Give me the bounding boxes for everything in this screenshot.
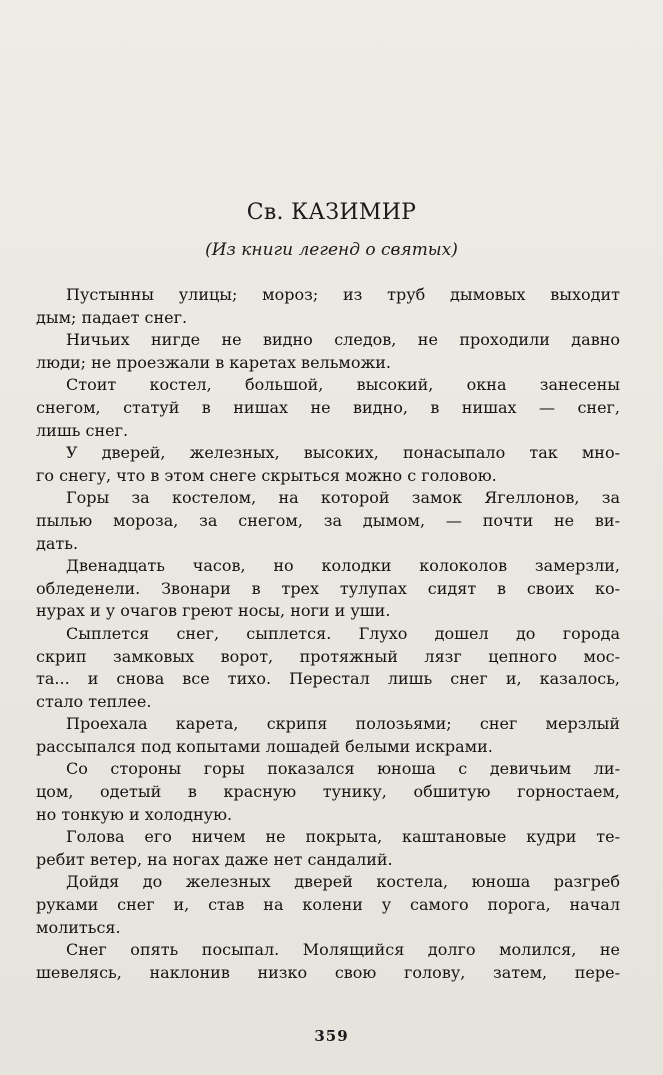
text-line: пылью мороза, за снегом, за дымом, — почти не ви- (36, 510, 620, 530)
text-line: Стоит костел, большой, высокий, окна занесены (66, 375, 620, 395)
text-line: молиться. (36, 917, 121, 937)
text-line: цом, одетый в красную тунику, обшитую горностаем, (36, 782, 620, 802)
text-line: шевелясь, наклонив низко свою голову, затем, пере- (36, 962, 620, 982)
text-line: ребит ветер, на ногах даже нет сандалий. (36, 849, 393, 869)
text-line: люди; не проезжали в каретах вельможи. (36, 352, 391, 372)
text-line: стало теплее. (36, 691, 152, 711)
text-line: Голова его ничем не покрыта, каштановые кудри те- (66, 827, 620, 847)
text-line: Дойдя до железных дверей костела, юноша разгреб (66, 872, 620, 892)
text-line: Ничьих нигде не видно следов, не проходили давно (66, 330, 620, 350)
text-line: дать. (36, 533, 79, 553)
text-line: но тонкую и холодную. (36, 804, 233, 824)
text-line: Горы за костелом, на которой замок Ягеллонов, за (66, 488, 620, 508)
page-number: 359 (314, 1027, 349, 1045)
story-title: Св. КАЗИМИР (246, 200, 417, 225)
text-line: го снегу, что в этом снеге скрыться можно с головою. (36, 465, 497, 485)
text-line: Пустынны улицы; мороз; из труб дымовых выходит (66, 285, 620, 304)
text-line: Сыплется снег, сыплется. Глухо дошел до города (66, 623, 620, 643)
text-line: лишь снег. (36, 420, 129, 440)
text-line: скрип замковых ворот, протяжный лязг цепного мос- (36, 646, 620, 666)
text-line: Со стороны горы показался юноша с девичьим ли- (66, 759, 620, 779)
text-line: Проехала карета, скрипя полозьями; снег мерзлый (66, 714, 620, 734)
text-line: та... и снова все тихо. Перестал лишь снег и, казалось, (36, 669, 620, 689)
text-line: обледенели. Звонари в трех тулупах сидят в своих ко- (36, 578, 620, 598)
story-subtitle: (Из книги легенд о святых) (205, 240, 458, 260)
story-body (36, 284, 620, 984)
text-line: нурах и у очагов греют носы, ноги и уши. (36, 601, 391, 621)
text-line: снегом, статуй в нишах не видно, в нишах — снег, (36, 397, 620, 417)
text-line: руками снег и, став на колени у самого порога, начал (36, 895, 620, 915)
text-line: Двенадцать часов, но колодки колоколов замерзли, (66, 556, 620, 576)
text-line: У дверей, железных, высоких, понасыпало так мно- (66, 443, 620, 463)
text-line: рассыпался под копытами лошадей белыми искрами. (36, 736, 493, 756)
text-line: Снег опять посыпал. Молящийся долго молился, не (66, 940, 620, 960)
text-line: дым; падает снег. (36, 307, 188, 327)
